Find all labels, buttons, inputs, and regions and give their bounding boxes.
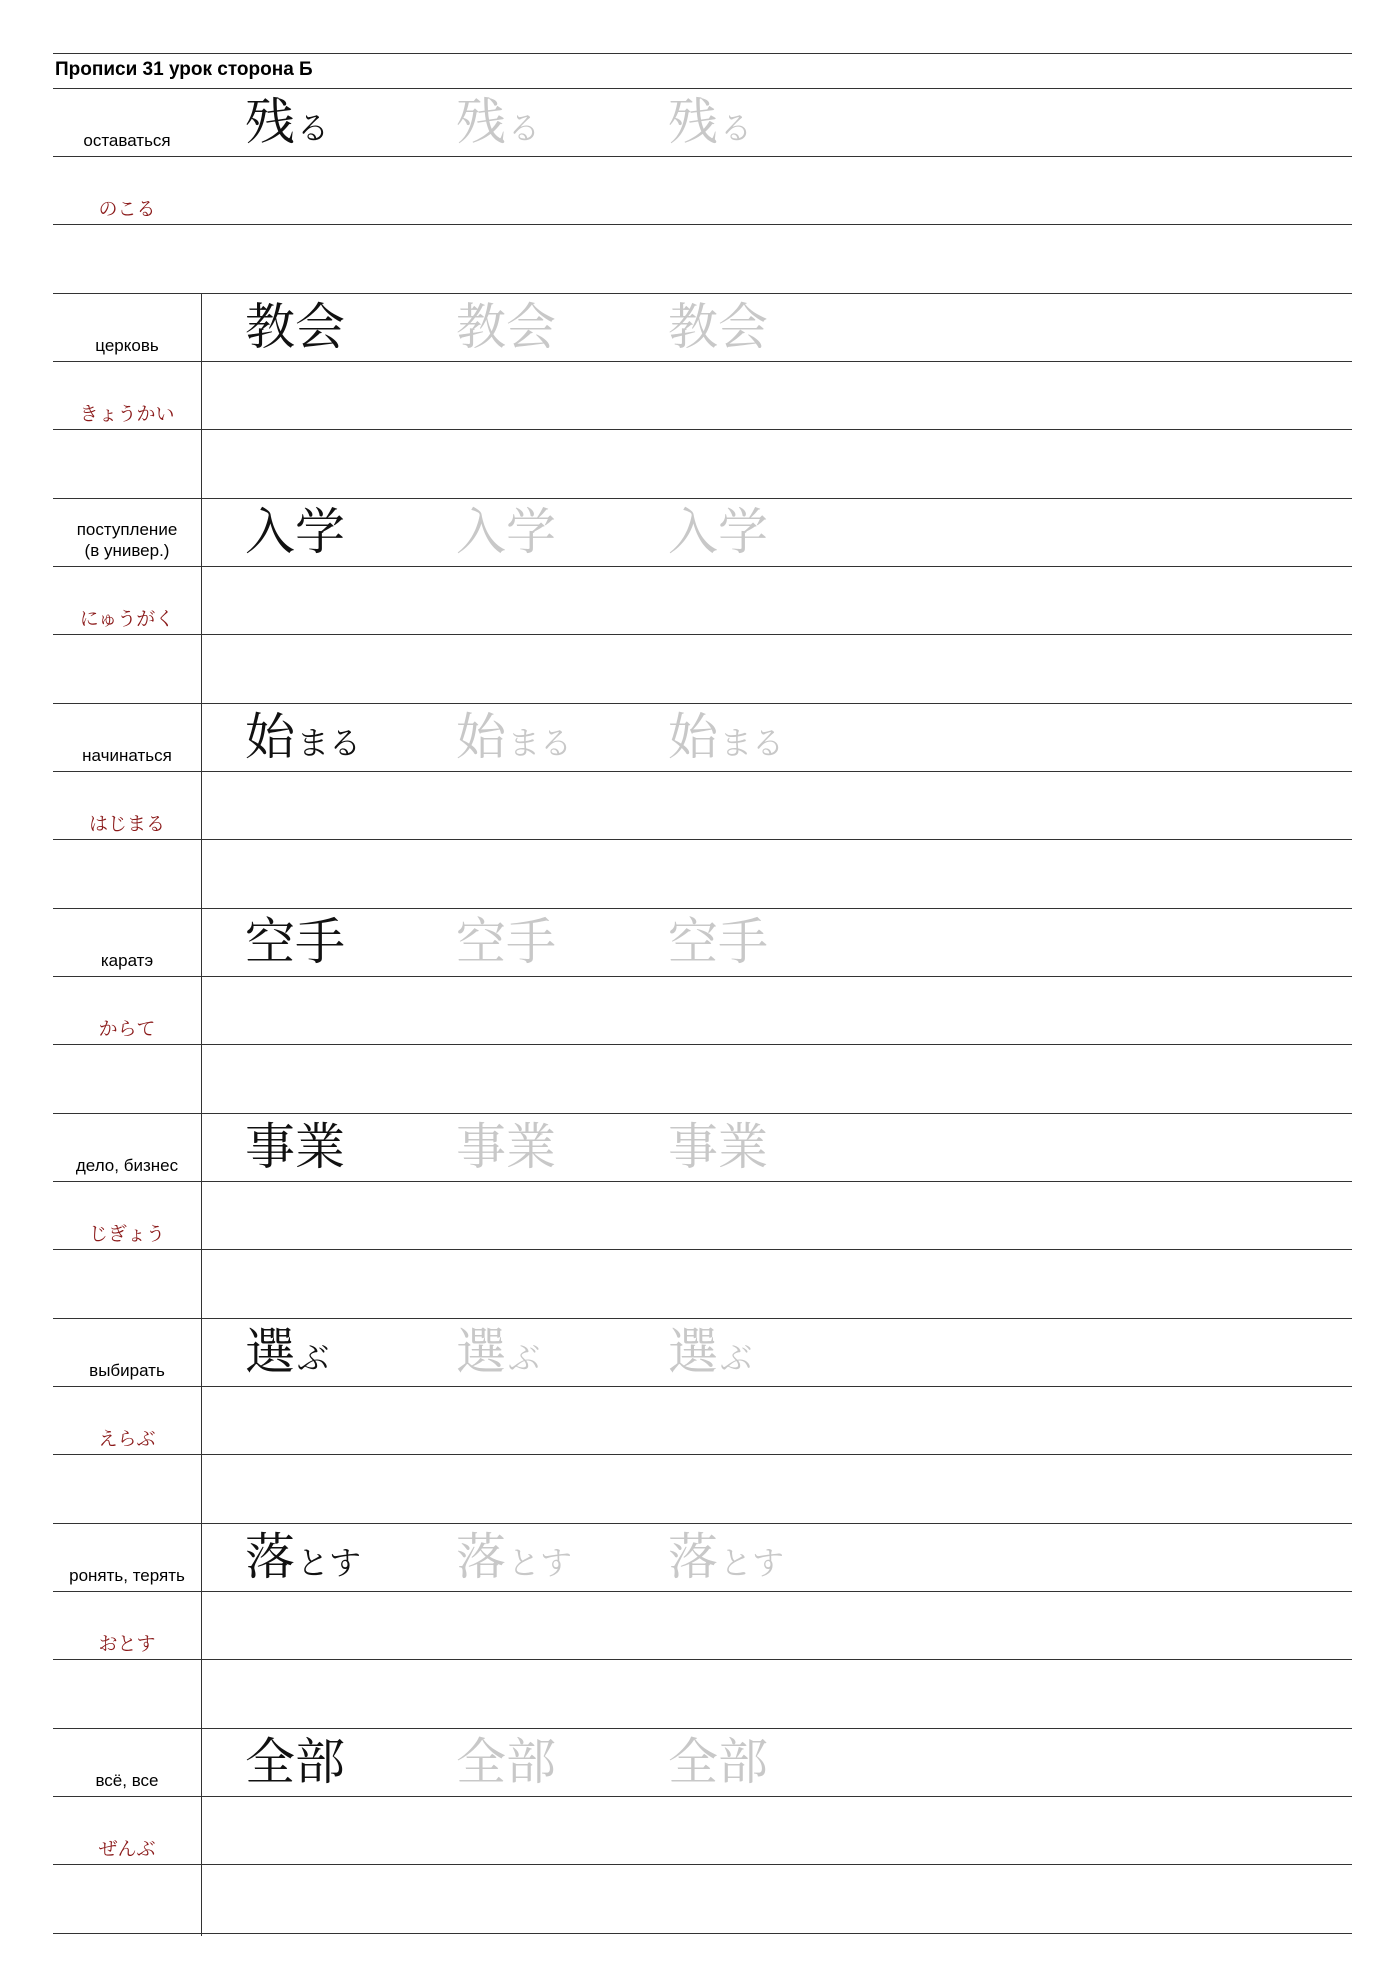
kanji-text: 入学 [668, 503, 768, 561]
kanji-sample [245, 1529, 361, 1585]
guide-line [53, 1591, 1352, 1592]
okurigana-text: る [297, 109, 330, 147]
practice-block [0, 88, 1400, 293]
guide-line [53, 1454, 1352, 1455]
kanji-trace [668, 299, 768, 355]
guide-line [53, 1249, 1352, 1250]
guide-line [53, 361, 1352, 362]
word-meaning: дело, бизнес [75, 1156, 179, 1175]
word-meaning: каратэ [100, 951, 154, 970]
kanji-sample [245, 1119, 345, 1175]
guide-line [53, 1044, 1352, 1045]
guide-line [53, 1864, 1352, 1865]
guide-line [53, 839, 1352, 840]
kanji-trace [668, 914, 768, 970]
okurigana-text: る [720, 109, 753, 147]
guide-line [53, 976, 1352, 977]
kanji-trace [668, 1529, 784, 1585]
kanji-text: 選 [668, 1323, 718, 1381]
word-reading: おとす [98, 1633, 156, 1655]
top-rule [53, 53, 1352, 54]
kanji-text: 全部 [245, 1733, 345, 1791]
guide-line [53, 1318, 1352, 1319]
word-meaning: всё, все [95, 1771, 159, 1790]
kanji-text: 残 [456, 93, 506, 151]
word-reading: ぜんぶ [98, 1838, 156, 1860]
okurigana-text: ぶ [297, 1339, 330, 1377]
okurigana-text: る [508, 109, 541, 147]
kanji-text: 空手 [456, 913, 556, 971]
kanji-trace [456, 299, 556, 355]
guide-line [53, 1181, 1352, 1182]
practice-block [0, 1728, 1400, 1933]
word-reading: はじまる [88, 813, 165, 835]
practice-block [0, 293, 1400, 498]
okurigana-text: まる [508, 724, 573, 762]
kanji-text: 全部 [456, 1733, 556, 1791]
kanji-sample [245, 1734, 345, 1790]
guide-line [53, 1728, 1352, 1729]
practice-block [0, 498, 1400, 703]
guide-line [53, 429, 1352, 430]
guide-line [53, 1523, 1352, 1524]
kanji-trace [668, 1119, 768, 1175]
kanji-text: 入学 [456, 503, 556, 561]
word-meaning: начинаться [82, 746, 172, 765]
kanji-sample [245, 94, 329, 150]
kanji-trace [668, 1734, 768, 1790]
kanji-trace [668, 1324, 752, 1380]
word-meaning: оставаться [83, 131, 171, 150]
kanji-text: 入学 [245, 503, 345, 561]
kanji-text: 空手 [245, 913, 345, 971]
kanji-text: 始 [245, 708, 295, 766]
guide-line [53, 224, 1352, 225]
word-reading: きょうかい [79, 403, 175, 425]
kanji-text: 事業 [456, 1118, 556, 1176]
word-meaning: церковь [95, 336, 159, 355]
kanji-text: 教会 [245, 298, 345, 356]
guide-line [53, 1659, 1352, 1660]
practice-block [0, 1318, 1400, 1523]
practice-block [0, 1523, 1400, 1728]
kanji-text: 全部 [668, 1733, 768, 1791]
okurigana-text: まる [720, 724, 785, 762]
kanji-sample [245, 504, 345, 560]
kanji-trace [456, 1324, 540, 1380]
okurigana-text: とす [297, 1544, 362, 1582]
kanji-text: 落 [668, 1528, 718, 1586]
guide-line [53, 1386, 1352, 1387]
word-meaning: ронять, терять [69, 1566, 185, 1585]
practice-block [0, 703, 1400, 908]
kanji-sample [245, 709, 361, 765]
guide-line [53, 634, 1352, 635]
word-reading: にゅうがく [79, 608, 175, 630]
kanji-trace [668, 709, 784, 765]
guide-line [53, 1113, 1352, 1114]
guide-line [53, 566, 1352, 567]
guide-line [53, 156, 1352, 157]
kanji-text: 事業 [245, 1118, 345, 1176]
kanji-trace [668, 504, 768, 560]
kanji-text: 選 [245, 1323, 295, 1381]
kanji-text: 始 [456, 708, 506, 766]
kanji-text: 事業 [668, 1118, 768, 1176]
kanji-trace [456, 1529, 572, 1585]
okurigana-text: ぶ [508, 1339, 541, 1377]
bottom-rule [53, 1933, 1352, 1934]
word-reading: のこる [98, 198, 156, 220]
kanji-text: 教会 [668, 298, 768, 356]
page-title: Прописи 31 урок сторона Б [55, 59, 313, 80]
word-meaning: выбирать [89, 1361, 165, 1380]
kanji-sample [245, 1324, 329, 1380]
okurigana-text: とす [720, 1544, 785, 1582]
kanji-sample [245, 299, 345, 355]
guide-line [53, 908, 1352, 909]
kanji-text: 残 [668, 93, 718, 151]
word-meaning: поступление (в универ.) [76, 520, 178, 560]
kanji-sample [245, 914, 345, 970]
guide-line [53, 1796, 1352, 1797]
word-reading: えらぶ [98, 1428, 156, 1450]
kanji-trace [456, 1734, 556, 1790]
kanji-text: 空手 [668, 913, 768, 971]
guide-line [53, 703, 1352, 704]
kanji-trace [456, 709, 572, 765]
kanji-text: 落 [245, 1528, 295, 1586]
practice-block [0, 1113, 1400, 1318]
guide-line [53, 88, 1352, 89]
okurigana-text: まる [297, 724, 362, 762]
kanji-trace [456, 914, 556, 970]
kanji-text: 残 [245, 93, 295, 151]
kanji-trace [456, 94, 540, 150]
guide-line [53, 498, 1352, 499]
okurigana-text: とす [508, 1544, 573, 1582]
word-reading: からて [98, 1018, 156, 1040]
word-reading: じぎょう [88, 1223, 165, 1245]
kanji-text: 教会 [456, 298, 556, 356]
kanji-text: 選 [456, 1323, 506, 1381]
kanji-text: 落 [456, 1528, 506, 1586]
practice-block [0, 908, 1400, 1113]
kanji-text: 始 [668, 708, 718, 766]
guide-line [53, 293, 1352, 294]
kanji-trace [668, 94, 752, 150]
kanji-trace [456, 1119, 556, 1175]
okurigana-text: ぶ [720, 1339, 753, 1377]
guide-line [53, 771, 1352, 772]
kanji-trace [456, 504, 556, 560]
